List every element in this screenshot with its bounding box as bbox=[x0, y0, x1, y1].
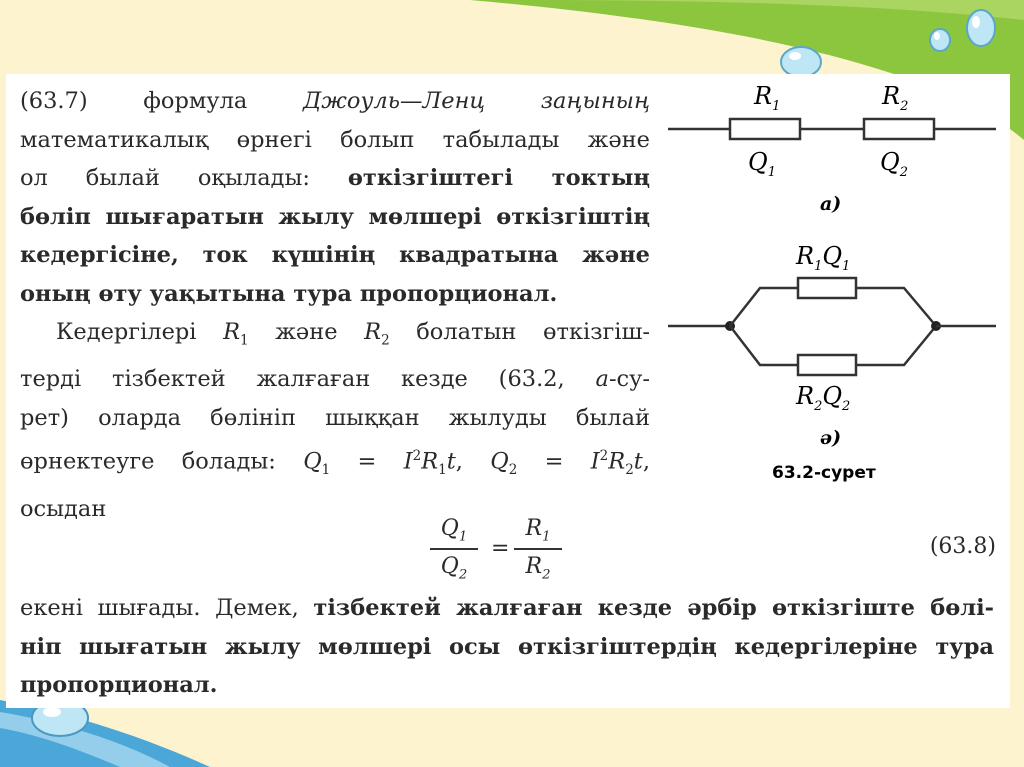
equation-number: (63.8) bbox=[929, 534, 996, 559]
text-line: кедергісіне, ток күшінің квадратына және bbox=[20, 242, 650, 268]
label-r1q1: $R_1Q_1$ bbox=[796, 242, 851, 274]
fraction-bar bbox=[514, 548, 562, 550]
series-circuit bbox=[668, 82, 996, 215]
wire bbox=[856, 288, 936, 326]
text-line: пропорционал. bbox=[20, 672, 218, 698]
text-line: (63.7) формула Джоуль—Ленц заңының bbox=[20, 88, 650, 114]
label-r2: $R_2$ bbox=[882, 82, 909, 114]
label-q1: $Q_1$ bbox=[748, 148, 776, 180]
denominator: $R_2$ bbox=[525, 554, 551, 583]
numerator: $Q_1$ bbox=[440, 516, 468, 545]
figure-caption: 63.2-сурет bbox=[772, 463, 876, 483]
text-line: ол былай оқылады: өткізгіштегі токтың bbox=[20, 165, 650, 191]
label-q2: $Q_2$ bbox=[880, 148, 908, 180]
resistor-r1 bbox=[730, 119, 800, 139]
main-paragraph bbox=[20, 82, 650, 528]
text-line: рет) оларда бөлініп шыққан жылуды былай bbox=[20, 404, 650, 431]
conclusion-paragraph bbox=[20, 589, 994, 705]
formula-63-8 bbox=[6, 504, 1010, 594]
circuit-figure bbox=[668, 74, 1002, 494]
water-drop-icon bbox=[781, 47, 821, 77]
text-line: оның өту уақытына тура пропорционал. bbox=[20, 280, 558, 307]
fraction-r1-r2 bbox=[508, 516, 568, 583]
label-b: ә) bbox=[820, 427, 842, 449]
wire bbox=[856, 326, 936, 365]
resistor-r1 bbox=[798, 278, 856, 298]
label-a: а) bbox=[820, 193, 842, 215]
fraction-bar bbox=[430, 548, 478, 550]
denominator: $Q_2$ bbox=[440, 554, 468, 583]
equals-sign: = bbox=[491, 536, 510, 561]
resistor-r2 bbox=[864, 119, 934, 139]
text-line: бөліп шығаратын жылу мөлшері өткізгіштің bbox=[20, 203, 650, 230]
text-line: өрнектеуге болады: $Q_1 = I^2R_1t$, $Q_2 = I^2R_2t$, bbox=[20, 448, 650, 478]
parallel-circuit bbox=[668, 242, 996, 483]
wire bbox=[730, 288, 798, 326]
water-drop-icon bbox=[967, 10, 995, 46]
text-line: математикалық өрнегі болып табылады және bbox=[20, 126, 650, 153]
resistor-r2 bbox=[798, 355, 856, 375]
fraction-q1-q2 bbox=[424, 516, 484, 583]
text-line: екені шығады. Демек, тізбектей жалғаған кезде әрбір өткізгіште бөлі- bbox=[20, 595, 994, 621]
label-r1: $R_1$ bbox=[754, 82, 781, 114]
wire bbox=[730, 326, 798, 365]
numerator: $R_1$ bbox=[525, 516, 551, 545]
label-r2q2: $R_2Q_2$ bbox=[796, 382, 851, 414]
water-drop-icon bbox=[930, 29, 950, 51]
text-line: ніп шығатын жылу мөлшері осы өткізгіштердің кедергілеріне тура bbox=[20, 633, 994, 660]
textbook-page bbox=[6, 74, 1010, 708]
text-line: Кедергілері $R_1$ және $R_2$ болатын өткізгіш- bbox=[56, 319, 650, 349]
text-line: осыдан bbox=[20, 495, 107, 522]
text-line: терді тізбектей жалғаған кезде (63.2, а-су- bbox=[20, 366, 650, 392]
